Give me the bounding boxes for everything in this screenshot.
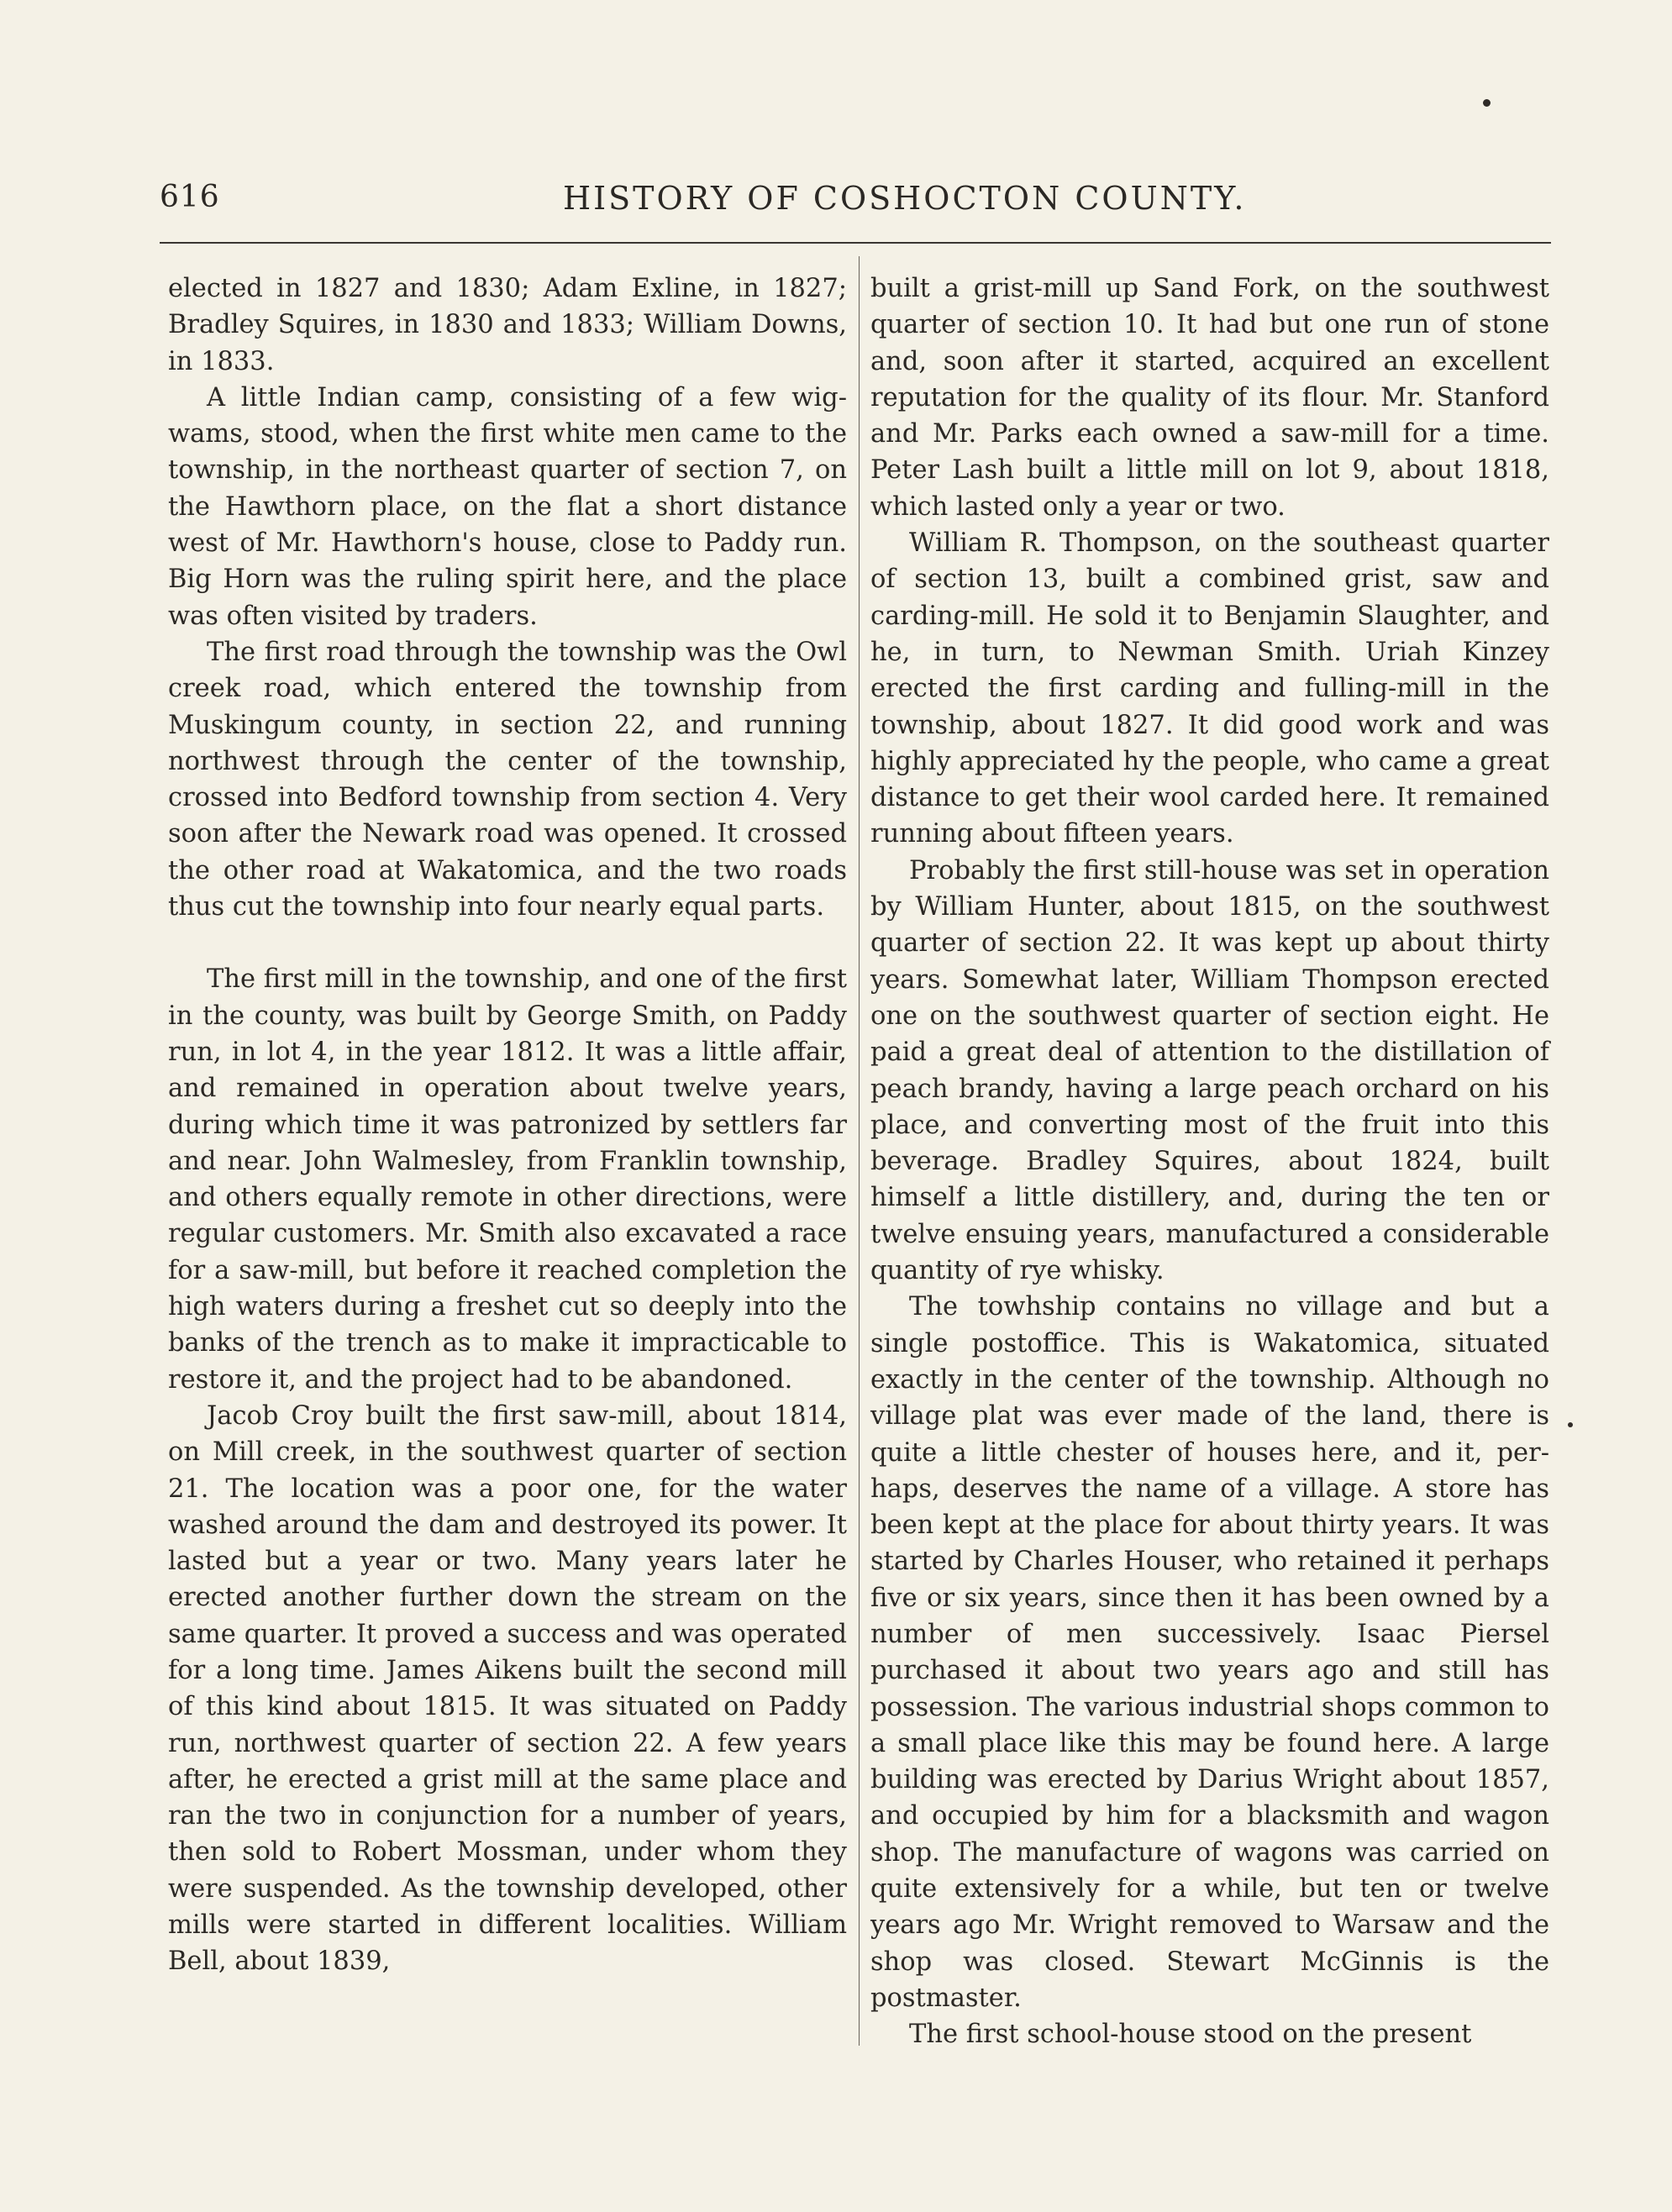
paragraph: Jacob Croy built the first saw-mill, about 1814, on Mill creek, in the southwest quarter of section 21. The location was a poor one, for the water washed around the dam and destroyed its power. It lasted but a year or two. Many years later he erected another further down the stream on the same quarter. It proved a success and was operated for a long time. James Aikens built the second mill of this kind about 1815. It was situated on Paddy run, northwest quarter of section 22. A few years after, he erected a grist mill at the same place and ran the two in conjunction for a number of years, then sold to Robert Mossman, under whom they were suspended. As the township developed, other mills were started in different localities. William Bell, about 1839,: [168, 1400, 847, 1977]
paragraph: elected in 1827 and 1830; Adam Exline, in 1827; Bradley Squires, in 1830 and 1833; William Downs, in 1833.: [168, 274, 847, 376]
paragraph: A little Indian camp, consisting of a few wigwams, stood, when the first white men came to the township, in the northeast quarter of section 7, on the Hawthorn place, on the flat a short distance west of Mr. Hawthorn's house, close to Paddy run. Big Horn was the ruling spirit here, and the place was often visited by traders.: [168, 382, 847, 631]
column-divider: [859, 256, 860, 2046]
ink-speck: [1483, 99, 1491, 107]
paragraph: William R. Thompson, on the southeast quarter of section 13, built a combined grist, saw and carding-mill. He sold it to Benjamin Slaughter, and he, in turn, to Newman Smith. Uriah Kinzey erected the first carding and fulling-mill in the township, about 1827. It did good work and was highly appreciated hy the people, who came a great distance to get their wool carded here. It remained running about fifteen years.: [870, 528, 1549, 849]
paragraph: The first mill in the township, and one of the first in the county, was built by George Smith, on Paddy run, in lot 4, in the year 1812. It was a little affair, and remained in operation about twelve years, during which time it was patronized by settlers far and near. John Walmesley, from Franklin township, and others equally remote in other directions, were regular customers. Mr. Smith also excavated a race for a saw-mill, but before it reached completion the high waters during a freshet cut so deeply into the banks of the trench as to make it impracticable to restore it, and the project had to be abandoned.: [168, 964, 847, 1395]
paragraph: The towhship contains no village and but a single postoffice. This is Wakatomica, situated exactly in the center of the township. Although no village plat was ever made of the land, there is quite a little chester of houses here, and it, perhaps, deserves the name of a village. A store has been kept at the place for about thirty years. It was started by Charles Houser, who retained it perhaps five or six years, since then it has been owned by a number of men successively. Isaac Piersel purchased it about two years ago and still has possession. The various industrial shops common to a small place like this may be found here. A large building was erected by Darius Wright about 1857, and occupied by him for a blacksmith and wagon shop. The manufacture of wagons was carried on quite extensively for a while, but ten or twelve years ago Mr. Wright removed to Warsaw and the shop was closed. Stewart McGinnis is the postmaster.: [870, 1292, 1549, 2013]
left-column: [168, 271, 847, 1980]
paragraph: built a grist-mill up Sand Fork, on the southwest quarter of section 10. It had but one run of stone and, soon after it started, acquired an excellent reputation for the quality of its flour. Mr. Stanford and Mr. Parks each owned a saw-mill for a time. Peter Lash built a little mill on lot 9, about 1818, which lasted only a year or two.: [870, 274, 1549, 522]
page-header: [160, 180, 1551, 230]
paragraph: The first school-house stood on the present: [909, 2020, 1472, 2050]
right-column: [870, 271, 1549, 2053]
paragraph: Probably the first still-house was set in operation by William Hunter, about 1815, on the southwest quarter of section 22. It was kept up about thirty years. Somewhat later, William Thompson erected one on the southwest quarter of section eight. He paid a great deal of attention to the distillation of peach brandy, having a large peach orchard on his place, and converting most of the fruit into this beverage. Bradley Squires, about 1824, built himself a little distillery, and, during the ten or twelve ensuing years, manufactured a considerable quantity of rye whisky.: [870, 855, 1549, 1286]
ink-speck: [1568, 1422, 1573, 1427]
header-rule: [160, 242, 1551, 244]
page-number: 616: [160, 180, 220, 214]
running-title: HISTORY OF COSHOCTON COUNTY.: [563, 180, 1247, 217]
paragraph: The first road through the township was the Owl creek road, which entered the township from Muskingum county, in section 22, and running northwest through the center of the township, crossed into Bedford township from section 4. Very soon after the Newark road was opened. It crossed the other road at Wakatomica, and the two roads thus cut the township into four nearly equal parts.: [168, 637, 847, 922]
